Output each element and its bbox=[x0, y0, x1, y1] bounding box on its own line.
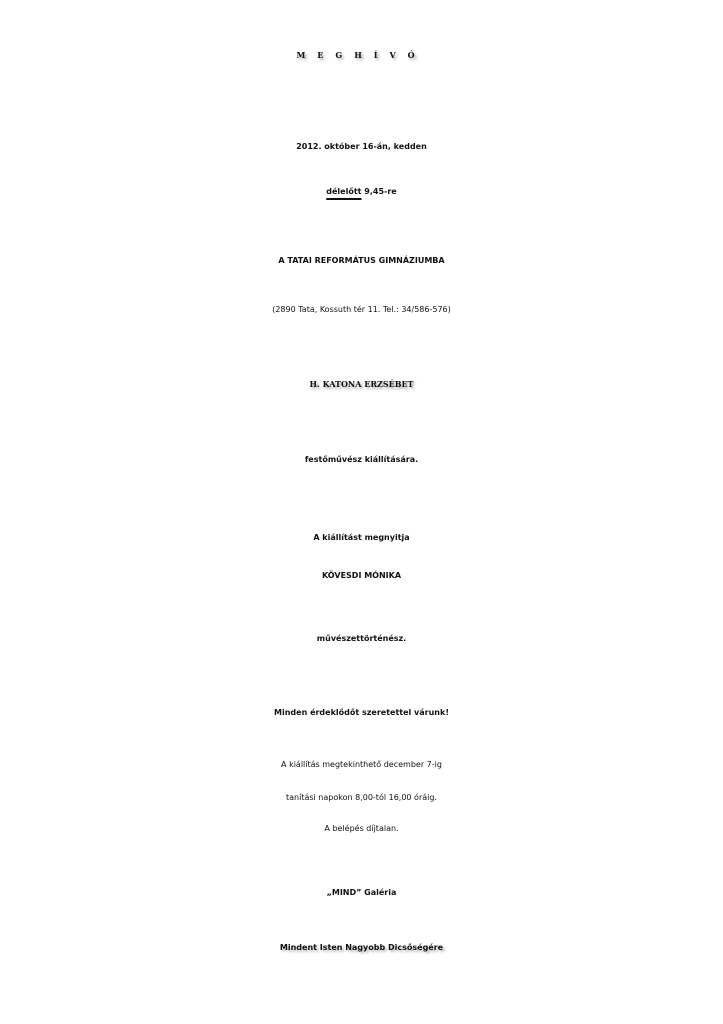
invitation-title: MEGHÍVÓ bbox=[296, 50, 427, 60]
artist-role: festőművész kiállítására. bbox=[304, 455, 419, 464]
event-time-underlined: délelőtt bbox=[326, 187, 362, 196]
event-time-rest: 9,45-re bbox=[361, 187, 397, 196]
visiting-hours: tanítási napokon 8,00-tól 16,00 óráig. bbox=[286, 793, 437, 802]
welcome-message: Minden érdeklődőt szeretettel várunk! bbox=[274, 708, 449, 717]
gallery-name: „MIND” Galéria bbox=[326, 888, 397, 897]
opener-name: KÖVESDI MÓNIKA bbox=[321, 571, 402, 580]
event-date: 2012. október 16-án, kedden bbox=[296, 142, 427, 151]
artist-name: H. KATONA ERZSÉBET bbox=[309, 379, 414, 389]
opener-role: művészettörténész. bbox=[316, 634, 407, 643]
event-time bbox=[0, 187, 723, 196]
motto: Mindent Isten Nagyobb Dicsőségére bbox=[279, 943, 444, 952]
opener-intro: A kiállítást megnyitja bbox=[313, 533, 410, 542]
venue-name: A TATAI REFORMÁTUS GIMNÁZIUMBA bbox=[278, 256, 445, 265]
entry-note: A belépés díjtalan. bbox=[324, 824, 399, 833]
visiting-period: A kiállítás megtekinthető december 7-ig bbox=[281, 760, 442, 769]
venue-address: (2890 Tata, Kossuth tér 11. Tel.: 34/586-576) bbox=[272, 305, 451, 314]
